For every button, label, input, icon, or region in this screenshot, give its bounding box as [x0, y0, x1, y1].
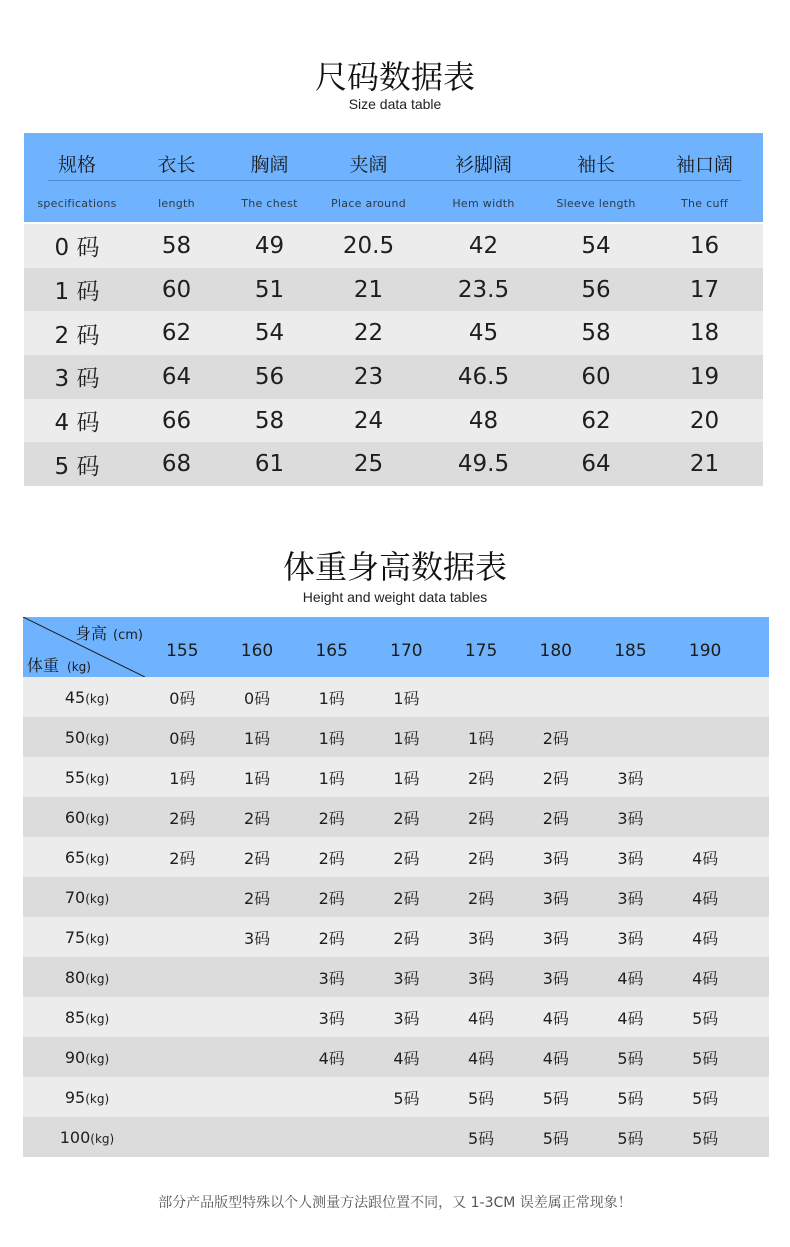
table-row [23, 1117, 769, 1157]
measurement-cell: 62 [581, 407, 611, 434]
size-recommendation-cell: 2码 [468, 768, 495, 788]
hw-table-subtitle: Height and weight data tables [302, 589, 488, 605]
size-recommendation-cell: 3码 [393, 1008, 420, 1028]
size-header-zh-6: 袖口阔 [675, 153, 733, 176]
size-recommendation-cell: 5码 [692, 1008, 719, 1028]
size-recommendation-cell: 4码 [692, 928, 719, 948]
weight-unit: (kg) [85, 891, 110, 906]
size-recommendation-cell: 4码 [542, 1008, 569, 1028]
size-recommendation-cell: 1码 [393, 768, 420, 788]
size-recommendation-cell: 4码 [318, 1048, 345, 1068]
measurement-cell: 24 [353, 407, 384, 434]
weight-row-header [23, 768, 145, 787]
weight-unit: (kg) [85, 1011, 110, 1026]
weight-value: 95 [64, 1087, 86, 1107]
measurement-cell: 18 [689, 320, 720, 347]
size-recommendation-cell: 1码 [243, 768, 271, 788]
measurement-cell: 61 [254, 451, 285, 478]
measurement-cell: 58 [581, 320, 611, 347]
size-recommendation-cell: 5码 [617, 1088, 644, 1108]
size-recommendation-cell: 3码 [318, 968, 345, 988]
size-label-cell: 0 码 [54, 235, 100, 262]
height-column-header: 180 [539, 641, 572, 661]
table-row [23, 877, 769, 917]
weight-row-header [23, 1008, 145, 1027]
size-recommendation-cell: 2码 [243, 888, 271, 908]
measurement-cell: 64 [581, 451, 611, 478]
size-recommendation-cell: 2码 [318, 888, 345, 908]
weight-value: 60 [64, 807, 86, 827]
size-recommendation-cell: 2码 [542, 728, 569, 748]
size-recommendation-cell: 0码 [243, 688, 271, 708]
height-column-header: 170 [390, 641, 423, 661]
size-data-table [24, 133, 763, 486]
height-column-header: 190 [688, 641, 722, 661]
size-recommendation-cell: 1码 [318, 688, 345, 708]
measurement-cell: 23.5 [457, 276, 510, 303]
table-row [24, 311, 763, 355]
size-recommendation-cell: 5码 [468, 1088, 495, 1108]
table-row [24, 399, 763, 443]
size-recommendation-cell: 3码 [617, 848, 644, 868]
size-recommendation-cell: 2码 [542, 768, 569, 788]
height-axis-label [75, 621, 143, 644]
measurement-cell: 46.5 [457, 363, 510, 390]
weight-unit: (kg) [90, 1131, 115, 1146]
size-recommendation-cell: 2码 [393, 928, 420, 948]
measurement-cell: 56 [254, 363, 285, 390]
size-header-zh-0: 规格 [57, 153, 96, 176]
size-recommendation-cell: 2码 [393, 888, 420, 908]
size-recommendation-cell: 3码 [243, 928, 271, 948]
table-row [23, 837, 769, 877]
size-recommendation-cell: 3码 [617, 888, 644, 908]
measurement-cell: 42 [468, 232, 499, 259]
size-table-title: 尺码数据表 [314, 58, 475, 96]
weight-value: 50 [64, 727, 86, 747]
size-recommendation-cell: 5码 [542, 1088, 569, 1108]
weight-row-header [23, 888, 145, 907]
measurement-cell: 54 [581, 232, 611, 259]
size-recommendation-cell: 2码 [318, 928, 345, 948]
table-row [24, 355, 763, 399]
measurement-cell: 62 [161, 320, 192, 347]
table-row [23, 997, 769, 1037]
weight-unit: (kg) [85, 851, 110, 866]
table-row [23, 677, 769, 717]
measurement-cell: 23 [353, 363, 384, 390]
size-recommendation-cell: 2码 [169, 808, 196, 828]
table-row [23, 1037, 769, 1077]
height-column-header: 175 [464, 641, 498, 661]
weight-value: 85 [64, 1007, 86, 1027]
height-label: 身高 [75, 624, 108, 643]
size-label-cell: 4 码 [54, 410, 100, 437]
size-recommendation-cell: 5码 [692, 1048, 719, 1068]
measurement-cell: 22 [353, 320, 384, 347]
measurement-cell: 56 [581, 276, 611, 303]
table-row [23, 1077, 769, 1117]
hw-table-header [23, 617, 769, 677]
size-header-en-4: Hem width [452, 196, 515, 210]
size-recommendation-cell: 5码 [692, 1128, 719, 1148]
size-header-en-5: Sleeve length [556, 196, 636, 210]
size-header-en-1: length [158, 196, 195, 210]
size-recommendation-cell: 4码 [692, 968, 719, 988]
table-row [23, 757, 769, 797]
measurement-cell: 20.5 [342, 232, 395, 259]
size-header-zh-5: 袖长 [576, 153, 615, 176]
size-header-en-0: specifications [37, 196, 117, 210]
size-recommendation-cell: 2码 [169, 848, 196, 868]
measurement-cell: 54 [254, 320, 285, 347]
size-recommendation-cell: 5码 [468, 1128, 495, 1148]
size-header-zh-1: 衣长 [157, 153, 196, 176]
size-table-header [24, 133, 763, 222]
size-recommendation-cell: 4码 [617, 1008, 644, 1028]
table-row [24, 442, 763, 486]
size-recommendation-cell: 2码 [318, 808, 345, 828]
height-column-header: 160 [240, 641, 274, 661]
height-column-header: 185 [614, 641, 647, 661]
weight-row-header [23, 1128, 145, 1147]
measurement-cell: 21 [353, 276, 384, 303]
size-header-zh-3: 夹阔 [349, 153, 388, 176]
measurement-cell: 60 [581, 363, 611, 390]
weight-value: 45 [64, 687, 86, 707]
measurement-cell: 20 [689, 407, 720, 434]
table-row [23, 957, 769, 997]
table-row [23, 917, 769, 957]
weight-row-header [23, 688, 145, 707]
size-recommendation-cell: 2码 [468, 848, 495, 868]
measurement-cell: 51 [254, 276, 285, 303]
size-recommendation-cell: 0码 [169, 728, 196, 748]
table-row [24, 224, 763, 268]
measurement-cell: 48 [468, 407, 499, 434]
size-recommendation-cell: 5码 [617, 1128, 644, 1148]
size-recommendation-cell: 2码 [468, 888, 495, 908]
size-recommendation-cell: 4码 [617, 968, 644, 988]
weight-unit: (kg) [85, 971, 110, 986]
size-table-subtitle: Size data table [348, 96, 442, 112]
weight-row-header [23, 808, 145, 827]
measurement-cell: 45 [468, 320, 499, 347]
header-divider [48, 180, 741, 181]
weight-unit: (kg) [85, 1051, 110, 1066]
size-recommendation-cell: 4码 [468, 1008, 495, 1028]
table-row [23, 797, 769, 837]
measurement-cell: 21 [689, 451, 720, 478]
measurement-cell: 58 [161, 232, 192, 259]
weight-unit: (kg) [85, 931, 110, 946]
weight-value: 55 [64, 767, 86, 787]
measurement-cell: 19 [689, 363, 720, 390]
size-recommendation-cell: 4码 [692, 888, 719, 908]
size-recommendation-cell: 2码 [243, 808, 271, 828]
size-header-en-2: The chest [241, 196, 298, 210]
measurement-cell: 66 [161, 407, 192, 434]
weight-unit: (kg) [67, 660, 91, 674]
measurement-cell: 25 [353, 451, 384, 478]
size-recommendation-cell: 3码 [617, 768, 644, 788]
size-recommendation-cell: 1码 [169, 768, 196, 788]
table-row [23, 717, 769, 757]
weight-value: 70 [64, 887, 86, 907]
size-recommendation-cell: 4码 [468, 1048, 495, 1068]
size-recommendation-cell: 3码 [468, 968, 495, 988]
size-recommendation-cell: 1码 [393, 688, 420, 708]
weight-row-header [23, 728, 145, 747]
size-header-en-6: The cuff [680, 196, 729, 210]
weight-unit: (kg) [85, 731, 110, 746]
weight-unit: (kg) [85, 1091, 110, 1106]
size-recommendation-cell: 1码 [243, 728, 271, 748]
table-row [24, 268, 763, 312]
size-recommendation-cell: 3码 [468, 928, 495, 948]
weight-row-header [23, 928, 145, 947]
size-label-cell: 5 码 [54, 453, 100, 480]
size-recommendation-cell: 2码 [393, 808, 420, 828]
measurement-cell: 64 [161, 363, 192, 390]
weight-label: 体重 [27, 656, 60, 675]
height-column-header: 155 [166, 641, 199, 661]
weight-unit: (kg) [85, 811, 110, 826]
size-recommendation-cell: 2码 [468, 808, 495, 828]
hw-table-title: 体重身高数据表 [282, 548, 507, 586]
weight-row-header [23, 968, 145, 987]
size-recommendation-cell: 2码 [542, 808, 569, 828]
measurement-cell: 17 [689, 276, 720, 303]
weight-axis-label [27, 653, 91, 676]
size-table-body [24, 222, 763, 486]
size-recommendation-cell: 2码 [393, 848, 420, 868]
weight-row-header [23, 848, 145, 867]
size-recommendation-cell: 4码 [393, 1048, 420, 1068]
size-recommendation-cell: 3码 [617, 928, 644, 948]
size-label-cell: 1 码 [54, 279, 100, 306]
size-recommendation-cell: 4码 [542, 1048, 569, 1068]
corner-header-cell [23, 617, 145, 677]
weight-value: 75 [64, 927, 86, 947]
size-label-cell: 2 码 [54, 322, 100, 349]
weight-row-header [23, 1088, 145, 1107]
height-weight-table [23, 617, 769, 1157]
size-recommendation-cell: 3码 [542, 888, 569, 908]
size-recommendation-cell: 1码 [318, 768, 345, 788]
size-recommendation-cell: 3码 [617, 808, 644, 828]
measurement-cell: 60 [161, 276, 192, 303]
weight-unit: (kg) [85, 691, 110, 706]
measurement-cell: 16 [689, 232, 720, 259]
size-recommendation-cell: 5码 [542, 1128, 569, 1148]
size-recommendation-cell: 3码 [393, 968, 420, 988]
size-recommendation-cell: 1码 [468, 728, 495, 748]
size-recommendation-cell: 4码 [692, 848, 719, 868]
size-recommendation-cell: 5码 [692, 1088, 719, 1108]
height-column-header: 165 [315, 641, 348, 661]
size-header-en-3: Place around [330, 196, 407, 210]
size-recommendation-cell: 5码 [393, 1088, 420, 1108]
hw-table-body [23, 677, 769, 1157]
weight-value: 100 [59, 1127, 91, 1147]
size-label-cell: 3 码 [54, 366, 100, 393]
weight-value: 80 [64, 967, 86, 987]
height-unit: (cm) [113, 628, 143, 643]
weight-unit: (kg) [85, 771, 110, 786]
weight-value: 90 [64, 1047, 86, 1067]
size-recommendation-cell: 0码 [169, 688, 196, 708]
size-header-zh-2: 胸阔 [250, 153, 289, 176]
measurement-cell: 68 [161, 451, 192, 478]
size-recommendation-cell: 3码 [542, 928, 569, 948]
measurement-cell: 49.5 [457, 451, 510, 478]
measurement-cell: 49 [254, 232, 285, 259]
size-recommendation-cell: 3码 [318, 1008, 345, 1028]
size-recommendation-cell: 3码 [542, 848, 569, 868]
size-recommendation-cell: 5码 [617, 1048, 644, 1068]
size-recommendation-cell: 3码 [542, 968, 569, 988]
size-recommendation-cell: 1码 [318, 728, 345, 748]
footnote: 部分产品版型特殊以个人测量方法跟位置不同，又 1-3CM 误差属正常现象！ [158, 1195, 632, 1211]
size-recommendation-cell: 2码 [318, 848, 345, 868]
size-header-zh-4: 衫脚阔 [454, 153, 512, 176]
weight-value: 65 [64, 847, 86, 867]
weight-row-header [23, 1048, 145, 1067]
measurement-cell: 58 [254, 407, 285, 434]
size-recommendation-cell: 1码 [393, 728, 420, 748]
size-recommendation-cell: 2码 [243, 848, 271, 868]
